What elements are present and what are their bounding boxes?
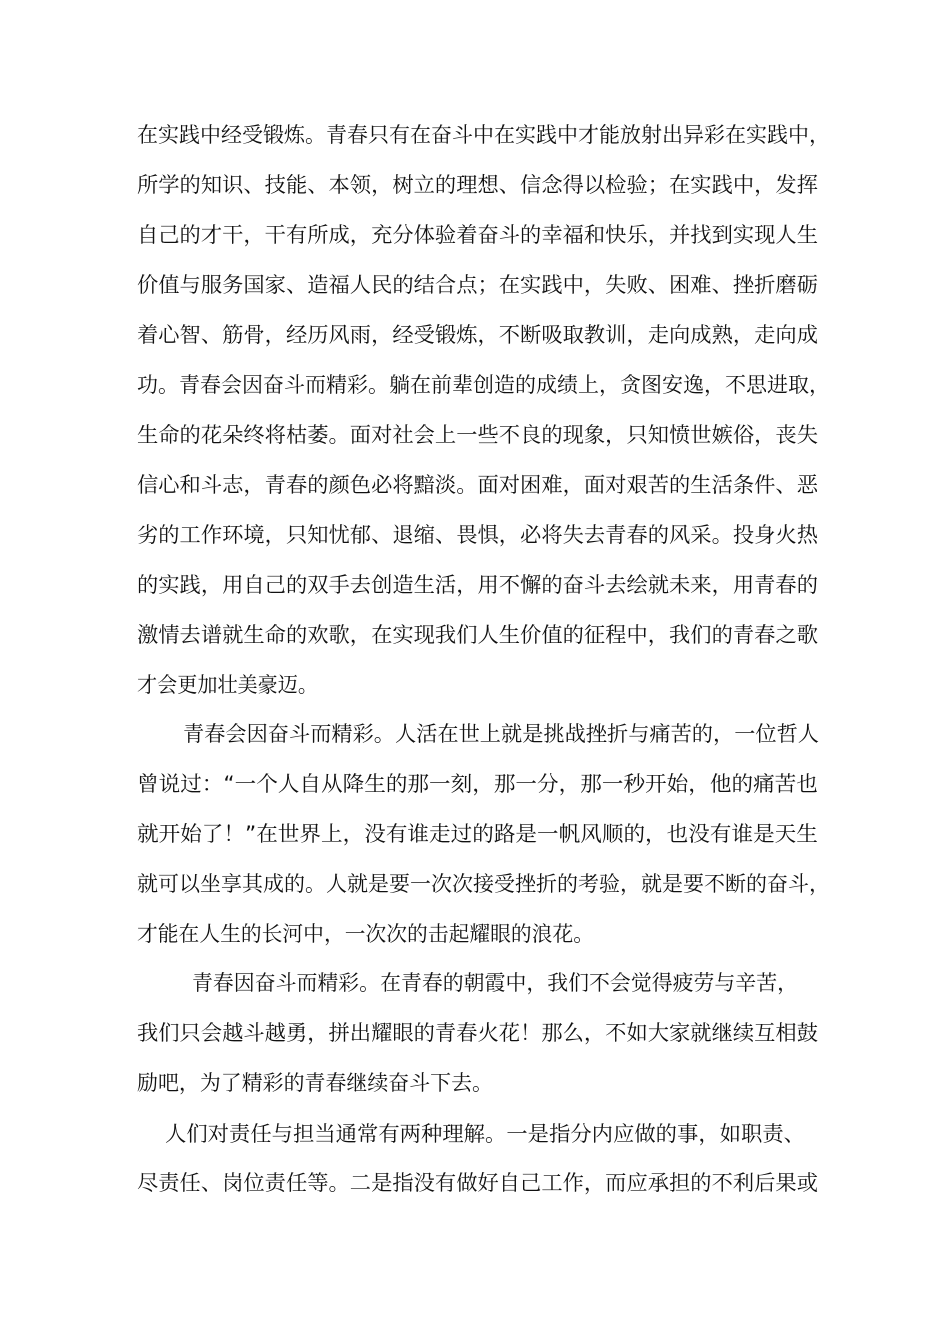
text-line: 价值与服务国家、造福人民的结合点；在实践中，失败、困难、挫折磨砺 (137, 273, 818, 297)
text-line: 生命的花朵终将枯萎。面对社会上一些不良的现象，只知愤世嫉俗，丧失 (137, 423, 818, 447)
text-line: 人们对责任与担当通常有两种理解。一是指分内应做的事，如职责、 (165, 1122, 806, 1146)
text-line: 着心智、筋骨，经历风雨，经受锻炼，不断吸取教训，走向成熟，走向成 (137, 323, 818, 347)
text-line: 我们只会越斗越勇，拼出耀眼的青春火花！那么，不如大家就继续互相鼓 (137, 1021, 818, 1045)
text-line: 才会更加壮美豪迈。 (137, 673, 318, 697)
text-line: 就开始了！”在世界上，没有谁走过的路是一帆风顺的，也没有谁是天生 (137, 822, 818, 846)
text-line: 青春因奋斗而精彩。在青春的朝霞中，我们不会觉得疲劳与辛苦， (192, 971, 798, 995)
text-line: 信心和斗志，青春的颜色必将黯淡。面对困难，面对艰苦的生活条件、恶 (137, 473, 818, 497)
text-line: 励吧，为了精彩的青春继续奋斗下去。 (137, 1071, 493, 1095)
text-line: 的实践，用自己的双手去创造生活，用不懈的奋斗去绘就未来，用青春的 (137, 573, 818, 597)
text-line: 激情去谱就生命的欢歌，在实现我们人生价值的征程中，我们的青春之歌 (137, 623, 818, 647)
text-line: 青春会因奋斗而精彩。人活在世上就是挑战挫折与痛苦的，一位哲人 (183, 722, 820, 746)
text-line: 就可以坐享其成的。人就是要一次次接受挫折的考验，就是要不断的奋斗， (137, 872, 830, 896)
text-line: 所学的知识、技能、本领，树立的理想、信念得以检验；在实践中，发挥 (137, 173, 818, 197)
text-line: 在实践中经受锻炼。青春只有在奋斗中在实践中才能放射出异彩在实践中， (137, 123, 830, 147)
text-line: 曾说过：“一个人自从降生的那一刻，那一分，那一秒开始，他的痛苦也 (137, 772, 818, 796)
text-line: 功。青春会因奋斗而精彩。躺在前辈创造的成绩上，贪图安逸，不思进取， (137, 373, 830, 397)
text-line: 尽责任、岗位责任等。二是指没有做好自己工作，而应承担的不利后果或 (137, 1171, 818, 1195)
text-line: 自己的才干，干有所成，充分体验着奋斗的幸福和快乐，并找到实现人生 (137, 223, 818, 247)
text-line: 劣的工作环境，只知忧郁、退缩、畏惧，必将失去青春的风采。投身火热 (137, 523, 818, 547)
text-line: 才能在人生的长河中，一次次的击起耀眼的浪花。 (137, 922, 594, 946)
